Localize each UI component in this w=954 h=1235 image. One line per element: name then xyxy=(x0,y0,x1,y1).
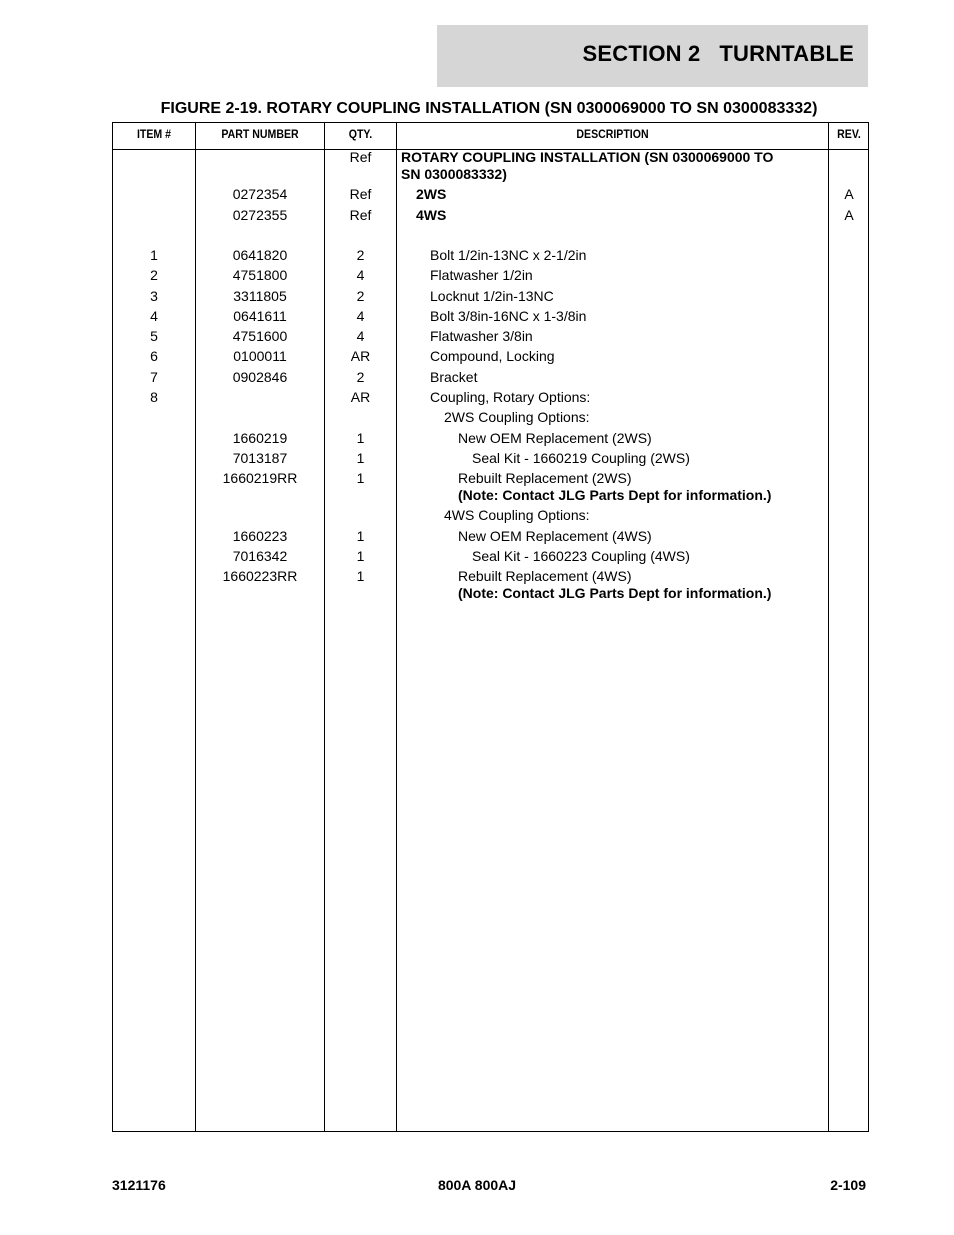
quantity: Ref xyxy=(349,186,372,202)
description xyxy=(401,409,801,426)
description-text: Bolt 3/8in-16NC x 1-3/8in xyxy=(430,308,587,324)
description xyxy=(401,247,801,264)
part-number: 0272354 xyxy=(232,186,288,202)
part-number: 4751800 xyxy=(232,267,288,283)
description xyxy=(401,267,801,284)
quantity: 1 xyxy=(356,568,365,584)
description-text: Rebuilt Replacement (2WS) xyxy=(458,470,632,486)
description xyxy=(401,548,801,565)
part-number: 4751600 xyxy=(232,328,288,344)
item-number: 4 xyxy=(150,308,158,324)
header-item: ITEM # xyxy=(136,127,172,141)
description-text: Coupling, Rotary Options: xyxy=(430,389,591,405)
quantity: Ref xyxy=(349,149,372,165)
header-rev: REV. xyxy=(837,127,861,141)
description-text: Rebuilt Replacement (4WS) xyxy=(458,568,632,584)
quantity: AR xyxy=(350,389,371,405)
description-note: (Note: Contact JLG Parts Dept for information.) xyxy=(458,585,772,601)
description-text: 2WS Coupling Options: xyxy=(444,409,590,425)
description xyxy=(401,348,801,365)
section-header xyxy=(437,25,868,87)
quantity: 1 xyxy=(356,548,365,564)
quantity: 1 xyxy=(356,470,365,486)
figure-title: FIGURE 2-19. ROTARY COUPLING INSTALLATION (SN 0300069000 TO SN 0300083332) xyxy=(160,100,818,117)
part-number: 1660219RR xyxy=(222,470,298,486)
footer-page-number: 2-109 xyxy=(830,1177,866,1193)
description xyxy=(401,507,801,524)
description xyxy=(401,186,801,203)
description xyxy=(401,470,801,504)
description xyxy=(401,328,801,345)
description xyxy=(401,389,801,406)
description-text: Flatwasher 3/8in xyxy=(430,328,533,344)
description-text: Seal Kit - 1660219 Coupling (2WS) xyxy=(472,450,690,466)
description-note: SN 0300083332) xyxy=(401,166,507,182)
item-number: 1 xyxy=(150,247,158,263)
description-text: 2WS xyxy=(416,186,447,202)
description-text: Bolt 1/2in-13NC x 2-1/2in xyxy=(430,247,587,263)
description-text: Compound, Locking xyxy=(430,348,555,364)
quantity: 4 xyxy=(356,267,365,283)
description-text: New OEM Replacement (4WS) xyxy=(458,528,652,544)
description-note: (Note: Contact JLG Parts Dept for information.) xyxy=(458,487,772,503)
description-text: 4WS Coupling Options: xyxy=(444,507,590,523)
quantity: 1 xyxy=(356,430,365,446)
description xyxy=(401,288,801,305)
quantity: 2 xyxy=(356,288,365,304)
quantity: 2 xyxy=(356,247,365,263)
item-number: 2 xyxy=(150,267,158,283)
description xyxy=(401,308,801,325)
quantity: 1 xyxy=(356,450,365,466)
quantity: 4 xyxy=(356,308,365,324)
part-number: 0641611 xyxy=(233,308,287,324)
parts-table xyxy=(112,122,869,1132)
quantity: Ref xyxy=(349,207,372,223)
section-title: SECTION 2 TURNTABLE xyxy=(582,41,854,66)
description xyxy=(401,207,801,224)
description-text: Seal Kit - 1660223 Coupling (4WS) xyxy=(472,548,690,564)
description-text: New OEM Replacement (2WS) xyxy=(458,430,652,446)
part-number: 3311805 xyxy=(233,288,287,304)
description xyxy=(401,149,801,183)
description xyxy=(401,369,801,386)
item-number: 7 xyxy=(150,369,158,385)
description xyxy=(401,568,801,602)
part-number: 0902846 xyxy=(232,369,288,385)
item-number: 5 xyxy=(150,328,158,344)
footer-models: 800A 800AJ xyxy=(437,1177,517,1193)
column-divider xyxy=(828,123,829,1131)
description xyxy=(401,430,801,447)
description-text: ROTARY COUPLING INSTALLATION (SN 0300069000 TO xyxy=(401,149,774,165)
quantity: 2 xyxy=(356,369,365,385)
part-number: 0641820 xyxy=(232,247,288,263)
part-number: 0272355 xyxy=(232,207,288,223)
quantity: 4 xyxy=(356,328,365,344)
header-part-number: PART NUMBER xyxy=(221,127,299,141)
revision: A xyxy=(844,207,854,223)
header-qty: QTY. xyxy=(348,127,373,141)
item-number: 3 xyxy=(150,288,158,304)
description-text: 4WS xyxy=(416,207,447,223)
part-number: 7013187 xyxy=(232,450,288,466)
header-description: DESCRIPTION xyxy=(576,127,649,141)
quantity: 1 xyxy=(356,528,365,544)
part-number: 1660219 xyxy=(232,430,288,446)
description-text: Locknut 1/2in-13NC xyxy=(430,288,554,304)
part-number: 1660223RR xyxy=(222,568,298,584)
part-number: 1660223 xyxy=(232,528,288,544)
item-number: 6 xyxy=(150,348,158,364)
column-divider xyxy=(396,123,397,1131)
description xyxy=(401,528,801,545)
description xyxy=(401,450,801,467)
part-number: 0100011 xyxy=(233,348,287,364)
footer-doc-number: 3121176 xyxy=(112,1177,166,1193)
item-number: 8 xyxy=(150,389,158,405)
description-text: Bracket xyxy=(430,369,478,385)
quantity: AR xyxy=(350,348,371,364)
description-text: Flatwasher 1/2in xyxy=(430,267,533,283)
revision: A xyxy=(844,186,854,202)
part-number: 7016342 xyxy=(232,548,288,564)
